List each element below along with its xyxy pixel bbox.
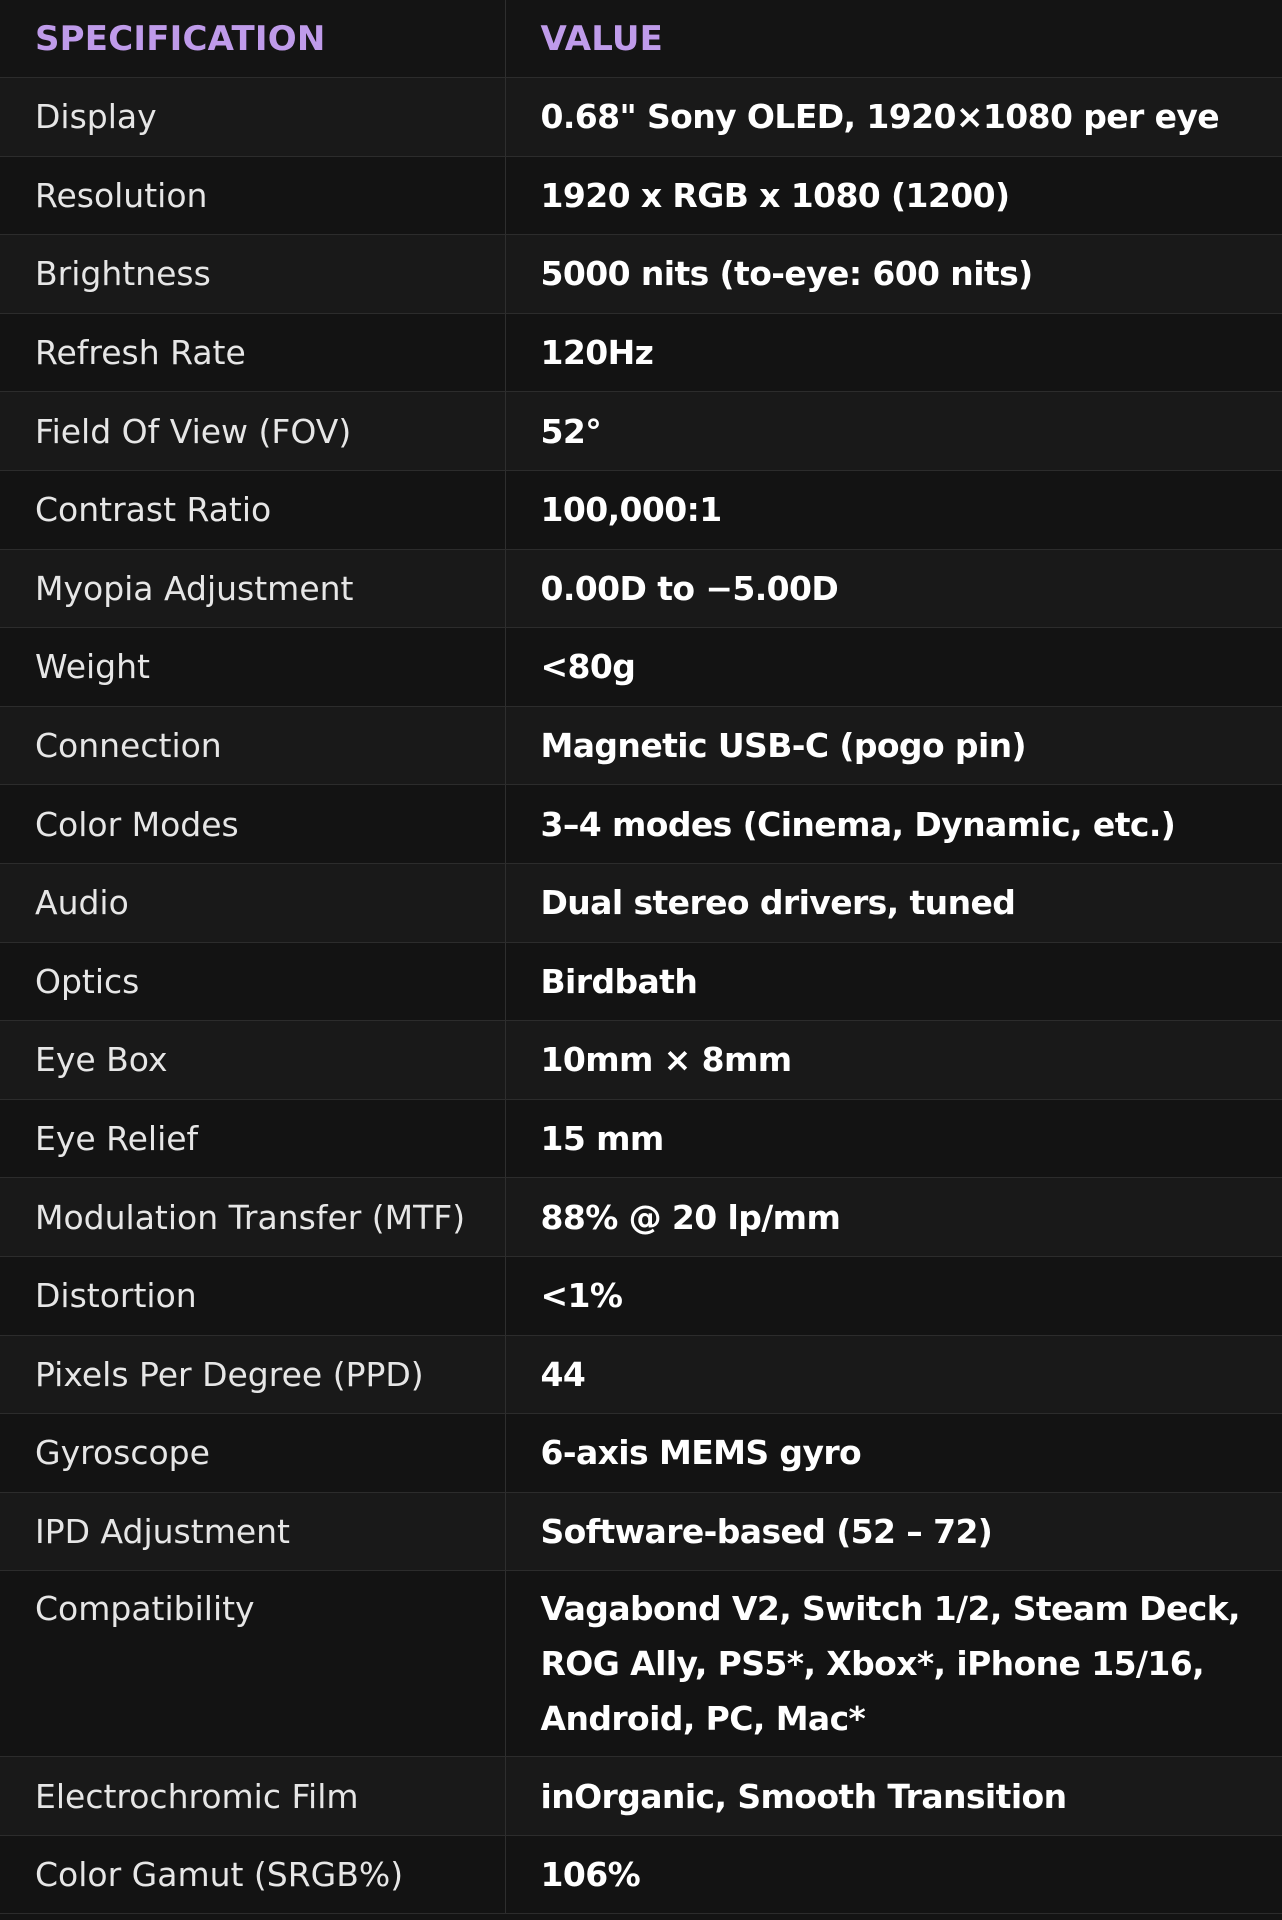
table-row [0, 1414, 1282, 1493]
spec-label: Brightness [0, 235, 505, 314]
table-row [0, 706, 1282, 785]
spec-value: 106% [505, 1835, 1282, 1914]
spec-value: 0.00D to −5.00D [505, 549, 1282, 628]
spec-label: Eye Relief [0, 1099, 505, 1178]
spec-value: 88% @ 20 lp/mm [505, 1178, 1282, 1257]
table-row [0, 470, 1282, 549]
table-row [0, 392, 1282, 471]
spec-value: 10mm × 8mm [505, 1021, 1282, 1100]
spec-value: Birdbath [505, 942, 1282, 1021]
spec-label: Distortion [0, 1256, 505, 1335]
spec-label: Color Modes [0, 785, 505, 864]
table-row [0, 1021, 1282, 1100]
spec-label: Contrast Ratio [0, 470, 505, 549]
spec-label: Compatibility [0, 1571, 505, 1757]
spec-label: Myopia Adjustment [0, 549, 505, 628]
spec-label: Modulation Transfer (MTF) [0, 1178, 505, 1257]
table-row [0, 1256, 1282, 1335]
table-row [0, 235, 1282, 314]
table-row [0, 1757, 1282, 1836]
spec-label: Optics [0, 942, 505, 1021]
spec-value: 100,000:1 [505, 470, 1282, 549]
column-header-specification: SPECIFICATION [0, 0, 505, 78]
spec-value: <80g [505, 628, 1282, 707]
spec-value: 0.68" Sony OLED, 1920×1080 per eye [505, 78, 1282, 157]
table-row [0, 942, 1282, 1021]
table-row [0, 156, 1282, 235]
table-row [0, 1335, 1282, 1414]
spec-value: 1920 x RGB x 1080 (1200) [505, 156, 1282, 235]
spec-value: Vagabond V2, Switch 1/2, Steam Deck, ROG Ally, PS5*, Xbox*, iPhone 15/16, Android, PC, Mac* [505, 1571, 1282, 1757]
spec-value: 15 mm [505, 1099, 1282, 1178]
table-row [0, 785, 1282, 864]
spec-label: IPD Adjustment [0, 1492, 505, 1571]
table-row [0, 313, 1282, 392]
spec-value: 3–4 modes (Cinema, Dynamic, etc.) [505, 785, 1282, 864]
column-header-value: VALUE [505, 0, 1282, 78]
spec-value: Magnetic USB-C (pogo pin) [505, 706, 1282, 785]
table-row [0, 863, 1282, 942]
spec-value: 52° [505, 392, 1282, 471]
spec-label: Pixels Per Degree (PPD) [0, 1335, 505, 1414]
spec-label: Eye Box [0, 1021, 505, 1100]
spec-label: Audio [0, 863, 505, 942]
spec-label: Gyroscope [0, 1414, 505, 1493]
spec-label: Refresh Rate [0, 313, 505, 392]
spec-label: Color Gamut (SRGB%) [0, 1835, 505, 1914]
table-row [0, 1099, 1282, 1178]
spec-label: Display [0, 78, 505, 157]
spec-label: Weight [0, 628, 505, 707]
table-header-row [0, 0, 1282, 78]
spec-value: 5000 nits (to-eye: 600 nits) [505, 235, 1282, 314]
spec-value: 6-axis MEMS gyro [505, 1414, 1282, 1493]
table-row [0, 78, 1282, 157]
table-row [0, 1571, 1282, 1757]
table-row [0, 549, 1282, 628]
spec-label: Resolution [0, 156, 505, 235]
spec-label: Connection [0, 706, 505, 785]
spec-value: Software-based (52 – 72) [505, 1492, 1282, 1571]
spec-value: inOrganic, Smooth Transition [505, 1757, 1282, 1836]
spec-value: 120Hz [505, 313, 1282, 392]
table-row [0, 1178, 1282, 1257]
spec-label: Electrochromic Film [0, 1757, 505, 1836]
table-row [0, 1492, 1282, 1571]
spec-value: <1% [505, 1256, 1282, 1335]
table-row [0, 628, 1282, 707]
spec-label: Field Of View (FOV) [0, 392, 505, 471]
spec-value: Dual stereo drivers, tuned [505, 863, 1282, 942]
table-row [0, 1835, 1282, 1914]
spec-value: 44 [505, 1335, 1282, 1414]
